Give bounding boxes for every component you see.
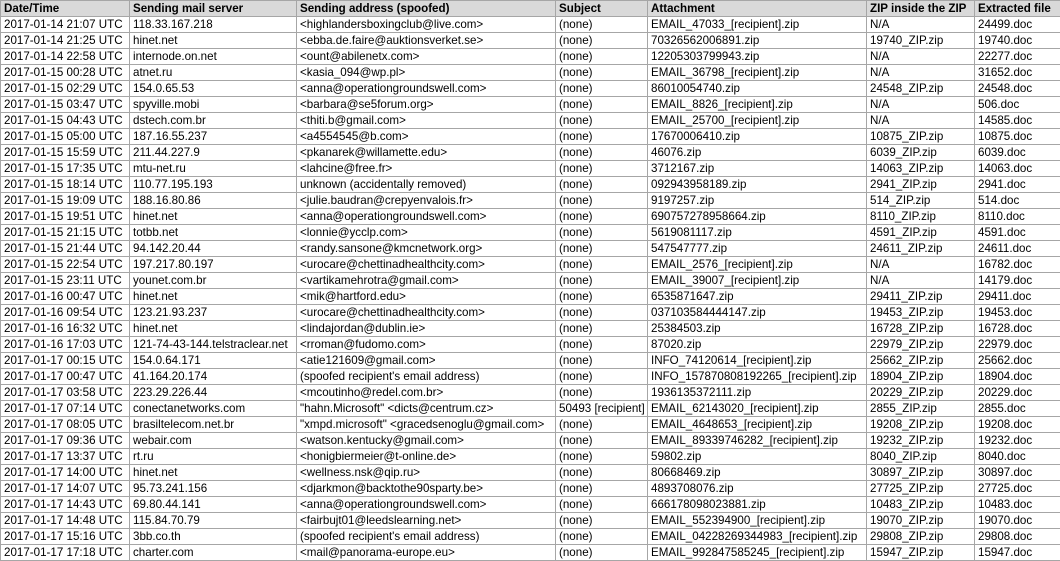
extracted-file-cell: 22277.doc bbox=[975, 49, 1060, 65]
sending-address-cell: <anna@operationgroundswell.com> bbox=[297, 497, 556, 513]
table-row bbox=[1, 273, 1060, 289]
date-time-cell: 2017-01-15 19:51 UTC bbox=[1, 209, 130, 225]
zip-inside-cell: N/A bbox=[867, 273, 975, 289]
subject-cell: (none) bbox=[556, 321, 648, 337]
extracted-file-cell: 22979.doc bbox=[975, 337, 1060, 353]
mail-server-cell: 223.29.226.44 bbox=[130, 385, 297, 401]
table-row bbox=[1, 321, 1060, 337]
attachment-cell: 1936135372111.zip bbox=[648, 385, 867, 401]
zip-inside-cell: N/A bbox=[867, 257, 975, 273]
attachment-cell: EMAIL_39007_[recipient].zip bbox=[648, 273, 867, 289]
subject-cell: (none) bbox=[556, 225, 648, 241]
subject-cell: (none) bbox=[556, 49, 648, 65]
sending-address-cell: <mik@hartford.edu> bbox=[297, 289, 556, 305]
subject-cell: (none) bbox=[556, 145, 648, 161]
extracted-file-cell: 14585.doc bbox=[975, 113, 1060, 129]
subject-cell: (none) bbox=[556, 465, 648, 481]
mail-server-cell: 154.0.65.53 bbox=[130, 81, 297, 97]
attachment-cell: INFO_157870808192265_[recipient].zip bbox=[648, 369, 867, 385]
mail-server-cell: hinet.net bbox=[130, 465, 297, 481]
extracted-file-cell: 31652.doc bbox=[975, 65, 1060, 81]
date-time-cell: 2017-01-17 08:05 UTC bbox=[1, 417, 130, 433]
attachment-cell: 80668469.zip bbox=[648, 465, 867, 481]
extracted-file-cell: 19070.doc bbox=[975, 513, 1060, 529]
attachment-cell: 690757278958664.zip bbox=[648, 209, 867, 225]
date-time-cell: 2017-01-16 16:32 UTC bbox=[1, 321, 130, 337]
extracted-file-cell: 29808.doc bbox=[975, 529, 1060, 545]
date-time-cell: 2017-01-15 03:47 UTC bbox=[1, 97, 130, 113]
table-row bbox=[1, 305, 1060, 321]
table-row bbox=[1, 353, 1060, 369]
mail-server-cell: 41.164.20.174 bbox=[130, 369, 297, 385]
mail-server-cell: 118.33.167.218 bbox=[130, 17, 297, 33]
subject-cell: (none) bbox=[556, 65, 648, 81]
sending-address-cell: "hahn.Microsoft" <dicts@centrum.cz> bbox=[297, 401, 556, 417]
zip-inside-cell: N/A bbox=[867, 65, 975, 81]
attachment-cell: 666178098023881.zip bbox=[648, 497, 867, 513]
sending-address-cell: <barbara@se5forum.org> bbox=[297, 97, 556, 113]
attachment-cell: 12205303799943.zip bbox=[648, 49, 867, 65]
table-row bbox=[1, 417, 1060, 433]
zip-inside-cell: 20229_ZIP.zip bbox=[867, 385, 975, 401]
date-time-cell: 2017-01-15 21:44 UTC bbox=[1, 241, 130, 257]
extracted-file-cell: 29411.doc bbox=[975, 289, 1060, 305]
table-row bbox=[1, 49, 1060, 65]
date-time-cell: 2017-01-17 14:43 UTC bbox=[1, 497, 130, 513]
table-row bbox=[1, 33, 1060, 49]
subject-cell: (none) bbox=[556, 545, 648, 561]
zip-inside-cell: 30897_ZIP.zip bbox=[867, 465, 975, 481]
date-time-cell: 2017-01-15 22:54 UTC bbox=[1, 257, 130, 273]
sending-address-cell: <vartikamehrotra@gmail.com> bbox=[297, 273, 556, 289]
attachment-cell: EMAIL_4648653_[recipient].zip bbox=[648, 417, 867, 433]
subject-cell: (none) bbox=[556, 161, 648, 177]
table-row bbox=[1, 17, 1060, 33]
date-time-cell: 2017-01-15 05:00 UTC bbox=[1, 129, 130, 145]
date-time-cell: 2017-01-17 07:14 UTC bbox=[1, 401, 130, 417]
sending-address-cell: <urocare@chettinadhealthcity.com> bbox=[297, 305, 556, 321]
date-time-cell: 2017-01-17 00:15 UTC bbox=[1, 353, 130, 369]
table-row bbox=[1, 257, 1060, 273]
mail-server-cell: mtu-net.ru bbox=[130, 161, 297, 177]
sending-address-cell: <ebba.de.faire@auktionsverket.se> bbox=[297, 33, 556, 49]
table-row bbox=[1, 81, 1060, 97]
attachment-cell: 46076.zip bbox=[648, 145, 867, 161]
mail-server-cell: 211.44.227.9 bbox=[130, 145, 297, 161]
table-row bbox=[1, 497, 1060, 513]
extracted-file-cell: 19453.doc bbox=[975, 305, 1060, 321]
attachment-cell: 037103584444147.zip bbox=[648, 305, 867, 321]
mail-server-cell: hinet.net bbox=[130, 321, 297, 337]
zip-inside-cell: 6039_ZIP.zip bbox=[867, 145, 975, 161]
subject-cell: (none) bbox=[556, 417, 648, 433]
mail-server-cell: hinet.net bbox=[130, 33, 297, 49]
date-time-cell: 2017-01-17 00:47 UTC bbox=[1, 369, 130, 385]
mail-server-cell: hinet.net bbox=[130, 289, 297, 305]
date-time-cell: 2017-01-15 21:15 UTC bbox=[1, 225, 130, 241]
subject-cell: (none) bbox=[556, 449, 648, 465]
table-row bbox=[1, 177, 1060, 193]
sending-address-cell: <mail@panorama-europe.eu> bbox=[297, 545, 556, 561]
subject-cell: (none) bbox=[556, 529, 648, 545]
table-row bbox=[1, 465, 1060, 481]
table-row bbox=[1, 97, 1060, 113]
sending-address-cell: "xmpd.microsoft" <gracedsenoglu@gmail.com> bbox=[297, 417, 556, 433]
subject-cell: (none) bbox=[556, 369, 648, 385]
sending-address-cell: <urocare@chettinadhealthcity.com> bbox=[297, 257, 556, 273]
attachment-cell: 59802.zip bbox=[648, 449, 867, 465]
sending-address-cell: <ount@abilenetx.com> bbox=[297, 49, 556, 65]
zip-inside-cell: 2855_ZIP.zip bbox=[867, 401, 975, 417]
mail-server-cell: 3bb.co.th bbox=[130, 529, 297, 545]
sending-address-cell: <lonnie@ycclp.com> bbox=[297, 225, 556, 241]
extracted-file-cell: 25662.doc bbox=[975, 353, 1060, 369]
sending-address-cell: <highlandersboxingclub@live.com> bbox=[297, 17, 556, 33]
subject-cell: (none) bbox=[556, 33, 648, 49]
extracted-file-cell: 14063.doc bbox=[975, 161, 1060, 177]
table-row bbox=[1, 401, 1060, 417]
subject-cell: (none) bbox=[556, 497, 648, 513]
attachment-cell: 092943958189.zip bbox=[648, 177, 867, 193]
attachment-cell: 6535871647.zip bbox=[648, 289, 867, 305]
extracted-file-cell: 19232.doc bbox=[975, 433, 1060, 449]
date-time-cell: 2017-01-15 18:14 UTC bbox=[1, 177, 130, 193]
extracted-file-cell: 2855.doc bbox=[975, 401, 1060, 417]
sending-address-cell: <rroman@fudomo.com> bbox=[297, 337, 556, 353]
mail-server-cell: webair.com bbox=[130, 433, 297, 449]
extracted-file-cell: 27725.doc bbox=[975, 481, 1060, 497]
date-time-cell: 2017-01-14 21:07 UTC bbox=[1, 17, 130, 33]
extracted-file-cell: 4591.doc bbox=[975, 225, 1060, 241]
date-time-cell: 2017-01-15 15:59 UTC bbox=[1, 145, 130, 161]
mail-server-cell: 95.73.241.156 bbox=[130, 481, 297, 497]
subject-cell: (none) bbox=[556, 273, 648, 289]
zip-inside-cell: 10483_ZIP.zip bbox=[867, 497, 975, 513]
date-time-cell: 2017-01-17 15:16 UTC bbox=[1, 529, 130, 545]
subject-cell: (none) bbox=[556, 481, 648, 497]
zip-inside-cell: 29808_ZIP.zip bbox=[867, 529, 975, 545]
sending-address-cell: <julie.baudran@crepyenvalois.fr> bbox=[297, 193, 556, 209]
table-row bbox=[1, 193, 1060, 209]
date-time-cell: 2017-01-15 17:35 UTC bbox=[1, 161, 130, 177]
subject-cell: (none) bbox=[556, 97, 648, 113]
attachment-cell: 86010054740.zip bbox=[648, 81, 867, 97]
sending-address-cell: <a4554545@b.com> bbox=[297, 129, 556, 145]
attachment-cell: EMAIL_2576_[recipient].zip bbox=[648, 257, 867, 273]
sending-address-cell: <honigbiermeier@t-online.de> bbox=[297, 449, 556, 465]
date-time-cell: 2017-01-15 04:43 UTC bbox=[1, 113, 130, 129]
extracted-file-cell: 30897.doc bbox=[975, 465, 1060, 481]
attachment-cell: EMAIL_8826_[recipient].zip bbox=[648, 97, 867, 113]
column-header: Date/Time bbox=[1, 1, 130, 17]
subject-cell: (none) bbox=[556, 513, 648, 529]
attachment-cell: EMAIL_992847585245_[recipient].zip bbox=[648, 545, 867, 561]
extracted-file-cell: 10483.doc bbox=[975, 497, 1060, 513]
zip-inside-cell: 16728_ZIP.zip bbox=[867, 321, 975, 337]
zip-inside-cell: 8110_ZIP.zip bbox=[867, 209, 975, 225]
zip-inside-cell: 14063_ZIP.zip bbox=[867, 161, 975, 177]
zip-inside-cell: 24548_ZIP.zip bbox=[867, 81, 975, 97]
mail-server-cell: rt.ru bbox=[130, 449, 297, 465]
table-body bbox=[1, 17, 1060, 561]
sending-address-cell: <kasia_094@wp.pl> bbox=[297, 65, 556, 81]
date-time-cell: 2017-01-15 19:09 UTC bbox=[1, 193, 130, 209]
extracted-file-cell: 10875.doc bbox=[975, 129, 1060, 145]
subject-cell: (none) bbox=[556, 305, 648, 321]
extracted-file-cell: 2941.doc bbox=[975, 177, 1060, 193]
extracted-file-cell: 24548.doc bbox=[975, 81, 1060, 97]
zip-inside-cell: 22979_ZIP.zip bbox=[867, 337, 975, 353]
subject-cell: (none) bbox=[556, 17, 648, 33]
date-time-cell: 2017-01-16 17:03 UTC bbox=[1, 337, 130, 353]
subject-cell: (none) bbox=[556, 257, 648, 273]
date-time-cell: 2017-01-14 21:25 UTC bbox=[1, 33, 130, 49]
table-row bbox=[1, 513, 1060, 529]
zip-inside-cell: 15947_ZIP.zip bbox=[867, 545, 975, 561]
extracted-file-cell: 8040.doc bbox=[975, 449, 1060, 465]
table-row bbox=[1, 225, 1060, 241]
date-time-cell: 2017-01-17 14:00 UTC bbox=[1, 465, 130, 481]
sending-address-cell: <fairbujt01@leedslearning.net> bbox=[297, 513, 556, 529]
extracted-file-cell: 15947.doc bbox=[975, 545, 1060, 561]
zip-inside-cell: 4591_ZIP.zip bbox=[867, 225, 975, 241]
subject-cell: (none) bbox=[556, 289, 648, 305]
table-row bbox=[1, 337, 1060, 353]
zip-inside-cell: N/A bbox=[867, 17, 975, 33]
extracted-file-cell: 506.doc bbox=[975, 97, 1060, 113]
subject-cell: 50493 [recipient] bbox=[556, 401, 648, 417]
date-time-cell: 2017-01-14 22:58 UTC bbox=[1, 49, 130, 65]
zip-inside-cell: 514_ZIP.zip bbox=[867, 193, 975, 209]
zip-inside-cell: 2941_ZIP.zip bbox=[867, 177, 975, 193]
mail-server-cell: 69.80.44.141 bbox=[130, 497, 297, 513]
extracted-file-cell: 514.doc bbox=[975, 193, 1060, 209]
table-row bbox=[1, 433, 1060, 449]
zip-inside-cell: 10875_ZIP.zip bbox=[867, 129, 975, 145]
table-row bbox=[1, 65, 1060, 81]
zip-inside-cell: 19232_ZIP.zip bbox=[867, 433, 975, 449]
zip-inside-cell: 24611_ZIP.zip bbox=[867, 241, 975, 257]
attachment-cell: 17670006410.zip bbox=[648, 129, 867, 145]
column-header: Subject bbox=[556, 1, 648, 17]
date-time-cell: 2017-01-17 17:18 UTC bbox=[1, 545, 130, 561]
mail-server-cell: 94.142.20.44 bbox=[130, 241, 297, 257]
header-row bbox=[1, 1, 1060, 17]
sending-address-cell: unknown (accidentally removed) bbox=[297, 177, 556, 193]
date-time-cell: 2017-01-17 09:36 UTC bbox=[1, 433, 130, 449]
table-row bbox=[1, 241, 1060, 257]
mail-server-cell: 121-74-43-144.telstraclear.net bbox=[130, 337, 297, 353]
extracted-file-cell: 8110.doc bbox=[975, 209, 1060, 225]
mail-server-cell: 197.217.80.197 bbox=[130, 257, 297, 273]
date-time-cell: 2017-01-16 00:47 UTC bbox=[1, 289, 130, 305]
date-time-cell: 2017-01-15 23:11 UTC bbox=[1, 273, 130, 289]
extracted-file-cell: 19740.doc bbox=[975, 33, 1060, 49]
mail-server-cell: conectanetworks.com bbox=[130, 401, 297, 417]
date-time-cell: 2017-01-16 09:54 UTC bbox=[1, 305, 130, 321]
extracted-file-cell: 24611.doc bbox=[975, 241, 1060, 257]
extracted-file-cell: 19208.doc bbox=[975, 417, 1060, 433]
attachment-cell: 87020.zip bbox=[648, 337, 867, 353]
date-time-cell: 2017-01-15 02:29 UTC bbox=[1, 81, 130, 97]
date-time-cell: 2017-01-15 00:28 UTC bbox=[1, 65, 130, 81]
extracted-file-cell: 14179.doc bbox=[975, 273, 1060, 289]
column-header: ZIP inside the ZIP bbox=[867, 1, 975, 17]
extracted-file-cell: 18904.doc bbox=[975, 369, 1060, 385]
mail-server-cell: dstech.com.br bbox=[130, 113, 297, 129]
table-row bbox=[1, 113, 1060, 129]
extracted-file-cell: 6039.doc bbox=[975, 145, 1060, 161]
column-header: Extracted file bbox=[975, 1, 1060, 17]
subject-cell: (none) bbox=[556, 81, 648, 97]
attachment-cell: EMAIL_36798_[recipient].zip bbox=[648, 65, 867, 81]
mail-server-cell: internode.on.net bbox=[130, 49, 297, 65]
attachment-cell: INFO_74120614_[recipient].zip bbox=[648, 353, 867, 369]
table-row bbox=[1, 145, 1060, 161]
extracted-file-cell: 24499.doc bbox=[975, 17, 1060, 33]
sending-address-cell: (spoofed recipient's email address) bbox=[297, 529, 556, 545]
sending-address-cell: <anna@operationgroundswell.com> bbox=[297, 209, 556, 225]
zip-inside-cell: 19070_ZIP.zip bbox=[867, 513, 975, 529]
table-row bbox=[1, 545, 1060, 561]
attachment-cell: EMAIL_552394900_[recipient].zip bbox=[648, 513, 867, 529]
sending-address-cell: <djarkmon@backtothe90sparty.be> bbox=[297, 481, 556, 497]
table-row bbox=[1, 369, 1060, 385]
sending-address-cell: <lahcine@free.fr> bbox=[297, 161, 556, 177]
attachment-cell: 547547777.zip bbox=[648, 241, 867, 257]
column-header: Sending mail server bbox=[130, 1, 297, 17]
extracted-file-cell: 20229.doc bbox=[975, 385, 1060, 401]
subject-cell: (none) bbox=[556, 113, 648, 129]
sending-address-cell: (spoofed recipient's email address) bbox=[297, 369, 556, 385]
zip-inside-cell: 29411_ZIP.zip bbox=[867, 289, 975, 305]
mail-server-cell: brasiltelecom.net.br bbox=[130, 417, 297, 433]
sending-address-cell: <mcoutinho@redel.com.br> bbox=[297, 385, 556, 401]
subject-cell: (none) bbox=[556, 385, 648, 401]
mail-server-cell: atnet.ru bbox=[130, 65, 297, 81]
zip-inside-cell: N/A bbox=[867, 113, 975, 129]
mail-server-cell: spyville.mobi bbox=[130, 97, 297, 113]
zip-inside-cell: 19208_ZIP.zip bbox=[867, 417, 975, 433]
attachment-cell: 4893708076.zip bbox=[648, 481, 867, 497]
zip-inside-cell: 18904_ZIP.zip bbox=[867, 369, 975, 385]
attachment-cell: 70326562006891.zip bbox=[648, 33, 867, 49]
date-time-cell: 2017-01-17 14:48 UTC bbox=[1, 513, 130, 529]
mail-server-cell: 188.16.80.86 bbox=[130, 193, 297, 209]
subject-cell: (none) bbox=[556, 353, 648, 369]
zip-inside-cell: N/A bbox=[867, 97, 975, 113]
attachment-cell: 9197257.zip bbox=[648, 193, 867, 209]
subject-cell: (none) bbox=[556, 209, 648, 225]
attachment-cell: 5619081117.zip bbox=[648, 225, 867, 241]
attachment-cell: 25384503.zip bbox=[648, 321, 867, 337]
table-row bbox=[1, 385, 1060, 401]
attachment-cell: EMAIL_25700_[recipient].zip bbox=[648, 113, 867, 129]
zip-inside-cell: 25662_ZIP.zip bbox=[867, 353, 975, 369]
table-row bbox=[1, 129, 1060, 145]
sending-address-cell: <thiti.b@gmail.com> bbox=[297, 113, 556, 129]
subject-cell: (none) bbox=[556, 433, 648, 449]
column-header: Attachment bbox=[648, 1, 867, 17]
attachment-cell: EMAIL_62143020_[recipient].zip bbox=[648, 401, 867, 417]
zip-inside-cell: N/A bbox=[867, 49, 975, 65]
table-row bbox=[1, 481, 1060, 497]
zip-inside-cell: 19740_ZIP.zip bbox=[867, 33, 975, 49]
zip-inside-cell: 27725_ZIP.zip bbox=[867, 481, 975, 497]
mail-server-cell: 154.0.64.171 bbox=[130, 353, 297, 369]
mail-server-cell: 115.84.70.79 bbox=[130, 513, 297, 529]
sending-address-cell: <randy.sansone@kmcnetwork.org> bbox=[297, 241, 556, 257]
mail-server-cell: younet.com.br bbox=[130, 273, 297, 289]
date-time-cell: 2017-01-17 14:07 UTC bbox=[1, 481, 130, 497]
subject-cell: (none) bbox=[556, 241, 648, 257]
attachment-cell: EMAIL_89339746282_[recipient].zip bbox=[648, 433, 867, 449]
attachment-cell: EMAIL_04228269344983_[recipient].zip bbox=[648, 529, 867, 545]
mail-server-cell: 123.21.93.237 bbox=[130, 305, 297, 321]
zip-inside-cell: 8040_ZIP.zip bbox=[867, 449, 975, 465]
sending-address-cell: <lindajordan@dublin.ie> bbox=[297, 321, 556, 337]
zip-inside-cell: 19453_ZIP.zip bbox=[867, 305, 975, 321]
date-time-cell: 2017-01-17 03:58 UTC bbox=[1, 385, 130, 401]
extracted-file-cell: 16728.doc bbox=[975, 321, 1060, 337]
subject-cell: (none) bbox=[556, 177, 648, 193]
table-row bbox=[1, 529, 1060, 545]
date-time-cell: 2017-01-17 13:37 UTC bbox=[1, 449, 130, 465]
mail-server-cell: charter.com bbox=[130, 545, 297, 561]
sending-address-cell: <wellness.nsk@qip.ru> bbox=[297, 465, 556, 481]
mail-server-cell: totbb.net bbox=[130, 225, 297, 241]
extracted-file-cell: 16782.doc bbox=[975, 257, 1060, 273]
subject-cell: (none) bbox=[556, 193, 648, 209]
table-row bbox=[1, 449, 1060, 465]
column-header: Sending address (spoofed) bbox=[297, 1, 556, 17]
subject-cell: (none) bbox=[556, 337, 648, 353]
attachment-cell: EMAIL_47033_[recipient].zip bbox=[648, 17, 867, 33]
table-row bbox=[1, 161, 1060, 177]
table-row bbox=[1, 289, 1060, 305]
sending-address-cell: <pkanarek@willamette.edu> bbox=[297, 145, 556, 161]
mail-server-cell: hinet.net bbox=[130, 209, 297, 225]
mail-server-cell: 187.16.55.237 bbox=[130, 129, 297, 145]
sending-address-cell: <anna@operationgroundswell.com> bbox=[297, 81, 556, 97]
table-row bbox=[1, 209, 1060, 225]
sending-address-cell: <atie121609@gmail.com> bbox=[297, 353, 556, 369]
mail-server-cell: 110.77.195.193 bbox=[130, 177, 297, 193]
subject-cell: (none) bbox=[556, 129, 648, 145]
sending-address-cell: <watson.kentucky@gmail.com> bbox=[297, 433, 556, 449]
attachment-cell: 3712167.zip bbox=[648, 161, 867, 177]
